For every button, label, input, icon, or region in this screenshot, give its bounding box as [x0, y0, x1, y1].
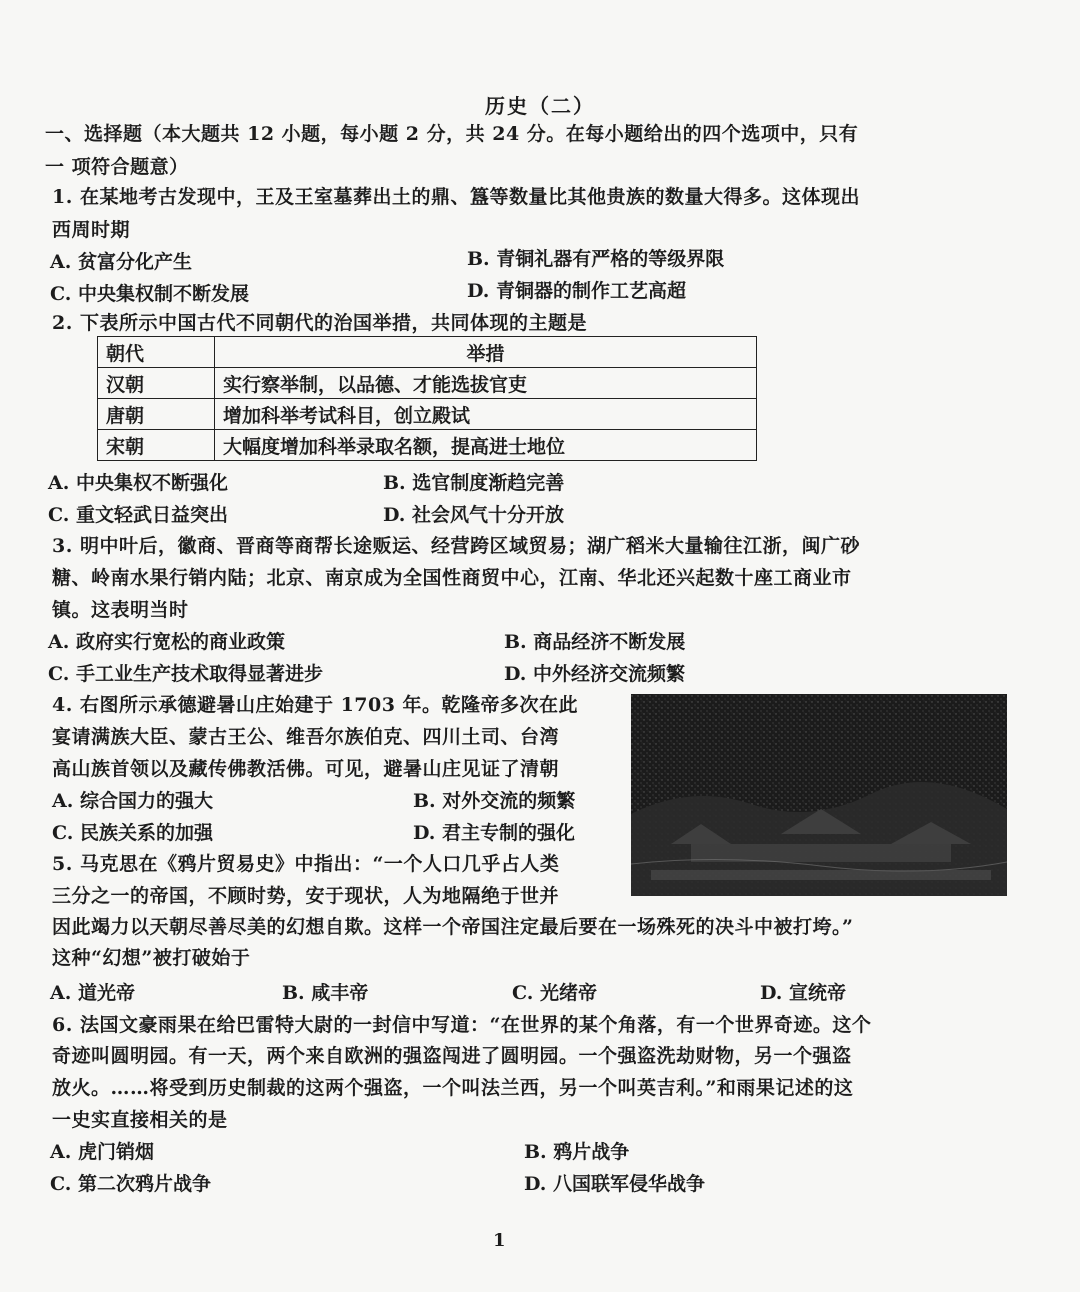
q2-option-c: C. 重文轻武日益突出	[48, 504, 229, 526]
q6-option-a: A. 虎门销烟	[50, 1141, 154, 1163]
q4-option-d: D. 君主专制的强化	[413, 822, 576, 844]
q3-option-a: A. 政府实行宽松的商业政策	[48, 631, 285, 653]
table-row	[98, 399, 757, 430]
q4-option-b: B. 对外交流的频繁	[413, 790, 576, 812]
q5-stem-line4: 这种“幻想”被打破始于	[52, 947, 251, 969]
table-cell: 唐朝	[98, 399, 215, 430]
q1-stem-line1: 1. 在某地考古发现中，王及王室墓葬出土的鼎、簋等数量比其他贵族的数量大得多。这体现出	[52, 186, 860, 208]
table-cell: 增加科举考试科目，创立殿试	[215, 399, 757, 430]
table-cell: 大幅度增加科举录取名额，提高进士地位	[215, 430, 757, 461]
table-cell: 宋朝	[98, 430, 215, 461]
section-header-line2: 一 项符合题意）	[45, 156, 189, 178]
q4-stem-line1: 4. 右图所示承德避暑山庄始建于 1703 年。乾隆帝多次在此	[52, 694, 579, 716]
q5-stem-line1: 5. 马克思在《鸦片贸易史》中指出：“一个人口几乎占人类	[52, 853, 560, 875]
section-header-line1: 一、选择题（本大题共 12 小题，每小题 2 分，共 24 分。在每小题给出的四个选项中，只有	[45, 123, 859, 145]
q6-stem-line2: 奇迹叫圆明园。有一天，两个来自欧洲的强盗闯进了圆明园。一个强盗洗劫财物，另一个强盗	[52, 1045, 852, 1067]
q2-option-d: D. 社会风气十分开放	[383, 504, 565, 526]
table-header-measures: 举措	[215, 337, 757, 368]
q6-stem-line3: 放火。……将受到历史制裁的这两个强盗，一个叫法兰西，另一个叫英吉利。”和雨果记述的这	[52, 1077, 854, 1099]
page-title: 历史（二）	[485, 94, 595, 118]
q5-option-d: D. 宣统帝	[760, 982, 847, 1004]
q5-option-a: A. 道光帝	[50, 982, 135, 1004]
q2-option-a: A. 中央集权不断强化	[48, 472, 228, 494]
q2-option-b: B. 选官制度渐趋完善	[383, 472, 565, 494]
q3-stem-line2: 糖、岭南水果行销内陆；北京、南京成为全国性商贸中心，江南、华北还兴起数十座工商业市	[52, 567, 852, 589]
q3-stem-line1: 3. 明中叶后，徽商、晋商等商帮长途贩运、经营跨区域贸易；湖广稻米大量输往江浙，闽广砂	[52, 535, 860, 557]
q5-stem-line2: 三分之一的帝国，不顾时势，安于现状，人为地隔绝于世并	[52, 885, 560, 907]
q5-stem-line3: 因此竭力以天朝尽善尽美的幻想自欺。这样一个帝国注定最后要在一场殊死的决斗中被打垮。”	[52, 916, 854, 938]
q2-table	[97, 336, 757, 461]
q6-stem-line1: 6. 法国文豪雨果在给巴雷特大尉的一封信中写道：“在世界的某个角落，有一个世界奇迹。这个	[52, 1014, 872, 1036]
table-cell: 汉朝	[98, 368, 215, 399]
q1-stem-line2: 西周时期	[52, 219, 131, 241]
q4-option-a: A. 综合国力的强大	[52, 790, 213, 812]
q3-option-d: D. 中外经济交流频繁	[504, 663, 686, 685]
q1-option-b: B. 青铜礼器有严格的等级界限	[467, 248, 725, 270]
q1-option-d: D. 青铜器的制作工艺高超	[467, 280, 687, 302]
page-number: 1	[493, 1230, 506, 1251]
q5-option-c: C. 光绪帝	[512, 982, 598, 1004]
q6-option-d: D. 八国联军侵华战争	[524, 1173, 706, 1195]
q6-option-b: B. 鸦片战争	[524, 1141, 630, 1163]
q4-stem-line2: 宴请满族大臣、蒙古王公、维吾尔族伯克、四川土司、台湾	[52, 726, 560, 748]
q2-stem: 2. 下表所示中国古代不同朝代的治国举措，共同体现的主题是	[52, 312, 587, 334]
table-header-dynasty: 朝代	[98, 337, 215, 368]
q3-stem-line3: 镇。这表明当时	[52, 599, 189, 621]
table-header-row	[98, 337, 757, 368]
table-row	[98, 430, 757, 461]
photo-illustration	[631, 694, 1007, 896]
chengde-resort-photo	[631, 694, 1007, 896]
q5-option-b: B. 咸丰帝	[282, 982, 369, 1004]
q6-stem-line4: 一史实直接相关的是	[52, 1109, 228, 1131]
q3-option-b: B. 商品经济不断发展	[504, 631, 686, 653]
q4-option-c: C. 民族关系的加强	[52, 822, 214, 844]
table-cell: 实行察举制，以品德、才能选拔官吏	[215, 368, 757, 399]
q3-option-c: C. 手工业生产技术取得显著进步	[48, 663, 324, 685]
table-row	[98, 368, 757, 399]
q4-stem-line3: 高山族首领以及藏传佛教活佛。可见，避暑山庄见证了清朝	[52, 758, 560, 780]
q6-option-c: C. 第二次鸦片战争	[50, 1173, 212, 1195]
q1-option-a: A. 贫富分化产生	[50, 251, 192, 273]
q1-option-c: C. 中央集权制不断发展	[50, 283, 250, 305]
